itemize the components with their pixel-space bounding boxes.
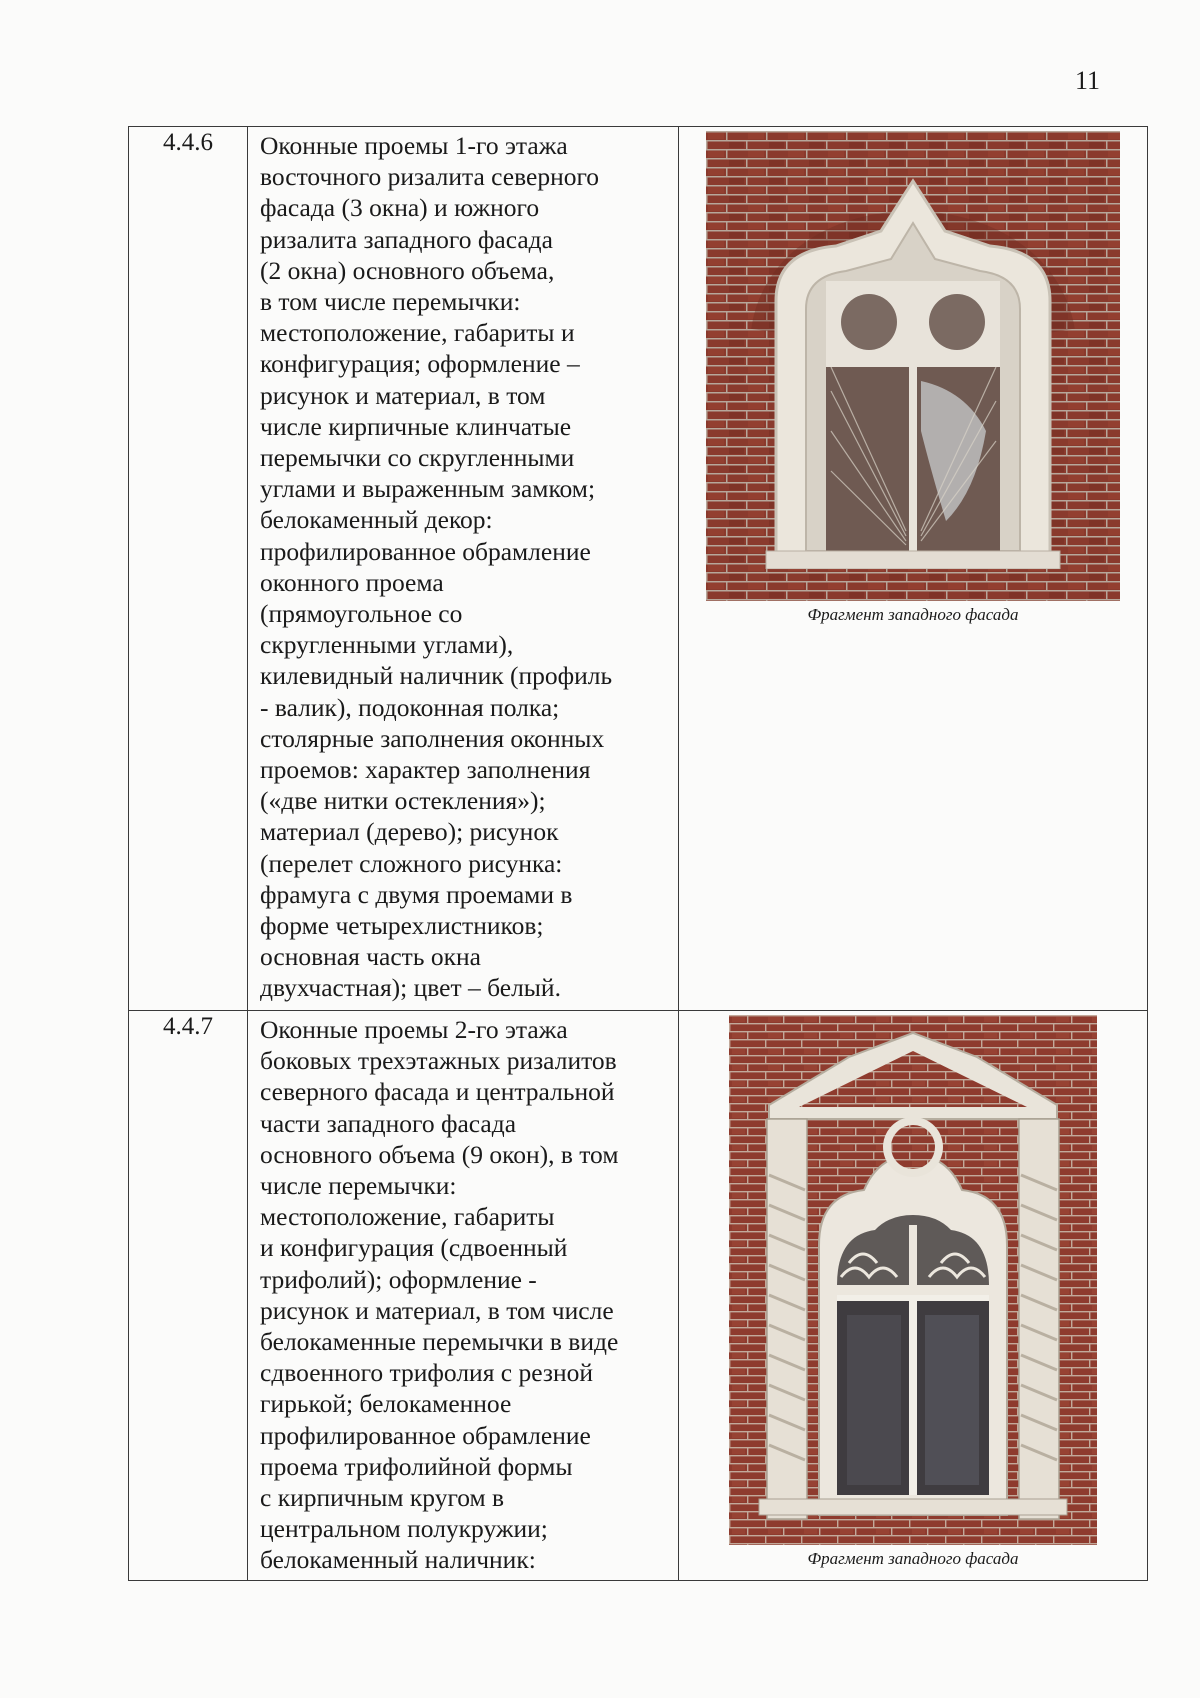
photo-caption: Фрагмент западного фасада (807, 605, 1019, 624)
item-description: Оконные проемы 2-го этажа боковых трехэтажных ризалитов северного фасада и центральной части западного фасада основного объема (9 окон), в том числе перемычки: местоположение, габариты и конфигурация (сдвоенный трифолий); оформление - рисунок и материал, в том числе белокаменные перемычки в виде сдвоенного трифолия с резной гирькой; белокаменное профилированное обрамление проема трифолийной формы с кирпичным кругом в центральном полукружии; белокаменный наличник: (248, 1011, 679, 1581)
window-photo-first-floor (706, 131, 1120, 601)
window-photo-second-floor (729, 1015, 1097, 1545)
photo-cell (679, 1011, 1148, 1581)
item-number: 4.4.7 (129, 1011, 248, 1581)
item-number: 4.4.6 (129, 127, 248, 1011)
photo-cell (679, 127, 1148, 1011)
table-row (129, 1011, 1148, 1581)
table-row (129, 127, 1148, 1011)
heritage-spec-table (128, 126, 1148, 1581)
photo-caption: Фрагмент западного фасада (807, 1549, 1019, 1568)
page-number: 11 (1074, 66, 1100, 95)
item-description: Оконные проемы 1-го этажа восточного ризалита северного фасада (3 окна) и южного ризалита западного фасада (2 окна) основного объема, в том числе перемычки: местоположение, габариты и конфигурация; оформление – рисунок и материал, в том числе кирпичные клинчатые перемычки со скругленными углами и выраженным замком; белокаменный декор: профилированное обрамление оконного проема (прямоугольное со скругленными углами), килевидный наличник (профиль - валик), подоконная полка; столярные заполнения оконных проемов: характер заполнения («две нитки остекления»); материал (дерево); рисунок (перелет сложного рисунка: фрамуга с двумя проемами в форме четырехлистников; основная часть окна двухчастная); цвет – белый. (248, 127, 679, 1011)
